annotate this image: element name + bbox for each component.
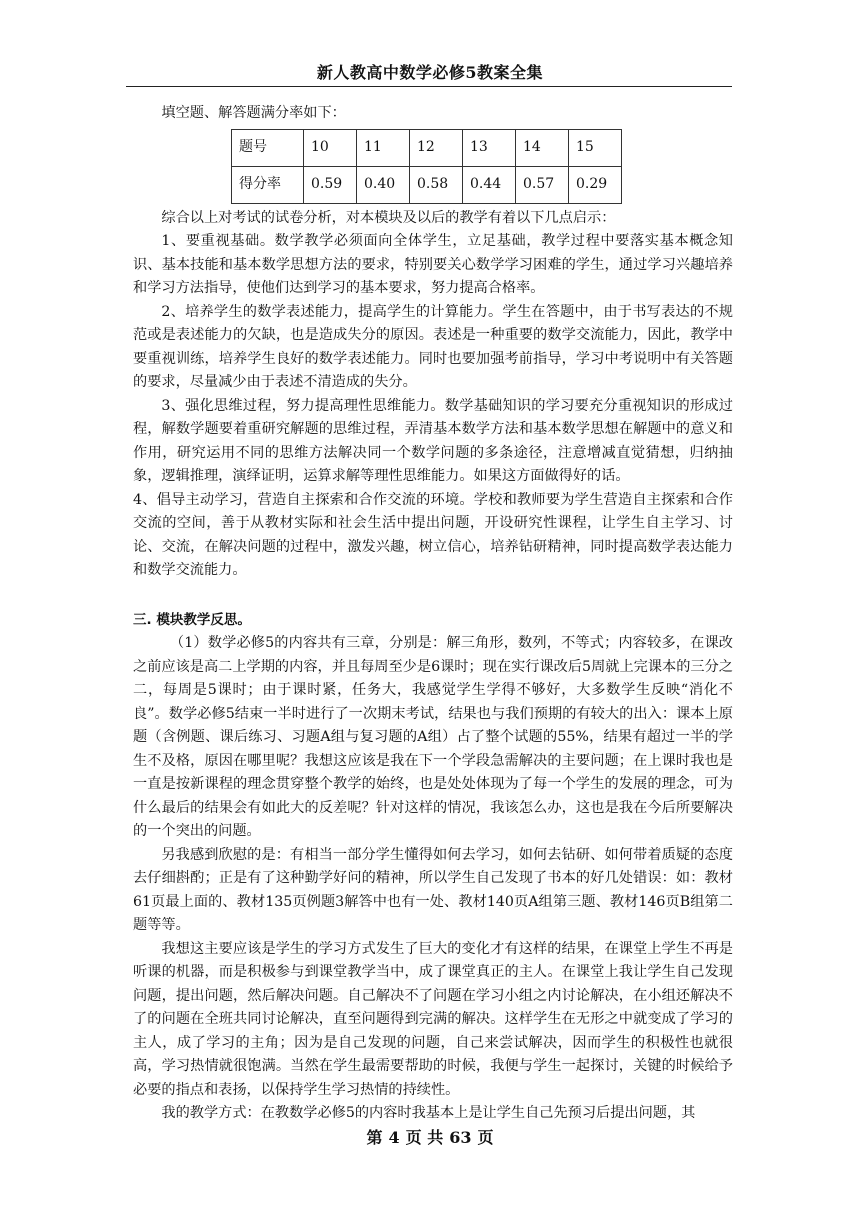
reflection-paragraph-1: （1）数学必修5的内容共有三章，分别是：解三角形，数列，不等式；内容较多，在课改之前应该是高二上学期的内容，并且每周至少是6课时；现在实行课改后5周就上完课本的三分之二，每周是5课时；由于课时紧，任务大，我感觉学生学得不够好，大多数学生反映“消化不良”。数学必修5结束一半时进行了一次期末考试，结果也与我们预期的有较大的出入：课本上原题（含例题、课后练习、习题A组与复习题的A组）占了整个试题的55%，结果有超过一半的学生不及格，原因在哪里呢？我想这应该是我在下一个学段急需解决的主要问题；在上课时我也是一直是按新课程的理念贯穿整个教学的始终，也是处处体现为了每一个学生的发展的理念，可为什么最后的结果会有如此大的反差呢？针对这样的情况，我该怎么办，这也是我在今后所要解决的一个突出的问题。 [133,635,733,839]
score-rate-table [231,129,622,204]
spacer [133,583,733,609]
header-title: 新人教高中数学必修5教案全集 [316,63,544,82]
table-cell: 12 [410,129,463,166]
table-row [232,166,622,203]
page-content [133,102,733,1126]
total-pages: 63 [449,1128,472,1147]
reflection-paragraph-3: 我想这主要应该是学生的学习方式发生了巨大的变化才有这样的结果，在课堂上学生不再是听课的机器，而是积极参与到课堂教学当中，成了课堂真正的主人。在课堂上我让学生自己发现问题，提出问题，然后解决问题。自己解决不了问题在学习小组之内讨论解决，在小组还解决不了的问题在全班共同讨论解决，直至问题得到完满的解决。这样学生在无形之中就变成了学习的主人，成了学习的主角；因为是自己发现的问题，自己来尝试解决，因而学生的积极性也就很高，学习热情就很饱满。当然在学生最需要帮助的时候，我便与学生一起探讨，关键的时候给予必要的指点和表扬，以保持学生学习热情的持续性。 [133,940,733,1098]
point-2-paragraph: 2、培养学生的数学表述能力，提高学生的计算能力。学生在答题中，由于书写表达的不规范或是表述能力的欠缺，也是造成失分的原因。表述是一种重要的数学交流能力，因此，教学中要重视训练，培养学生良好的数学表述能力。同时也要加强考前指导，学习中考说明中有关答题的要求，尽量减少由于表述不清造成的失分。 [133,303,733,390]
footer-middle: 页 共 [405,1128,444,1147]
table-cell: 10 [304,129,357,166]
table-cell: 0.59 [304,166,357,203]
table-cell: 0.29 [569,166,622,203]
summary-paragraph: 综合以上对考试的试卷分析，对本模块及以后的教学有着以下几点启示： [161,209,616,226]
reflection-paragraph-4: 我的教学方式：在教数学必修5的内容时我基本上是让学生自己先预习后提出问题，其 [161,1105,696,1121]
table-cell: 14 [516,129,569,166]
table-row [232,129,622,166]
table-cell: 0.44 [463,166,516,203]
table-cell: 11 [357,129,410,166]
footer-suffix: 页 [477,1128,494,1147]
reflection-paragraph-2: 另我感到欣慰的是：有相当一部分学生懂得如何去学习，如何去钻研、如何带着质疑的态度去仔细斟酌；正是有了这种勤学好问的精神，所以学生自己发现了书本的好几处错误：如：教材61页最上面的、教材135页例题3解答中也有一处、教材140页A组第三题、教材146页B组第二题等等。 [133,846,733,933]
table-cell: 15 [569,129,622,166]
table-cell: 0.57 [516,166,569,203]
table-row-label: 题号 [232,129,304,166]
table-row-label: 得分率 [232,166,304,203]
table-cell: 0.40 [357,166,410,203]
point-1-paragraph: 1、要重视基础。数学教学必须面向全体学生，立足基础，教学过程中要落实基本概念知识、基本技能和基本数学思想方法的要求，特别要关心数学学习困难的学生，通过学习兴趣培养和学习方法指导，使他们达到学习的基本要求，努力提高合格率。 [133,233,733,296]
table-cell: 0.58 [410,166,463,203]
page-number: 4 [388,1128,400,1147]
point-3-paragraph: 3、强化思维过程，努力提高理性思维能力。数学基础知识的学习要充分重视知识的形成过程，解数学题要着重研究解题的思维过程，弄清基本数学方法和基本数学思想在解题中的意义和作用，研究运用不同的思维方法解决同一个数学问题的多条途径，注意增减直觉猜想，归纳抽象，逻辑推理，演绎证明，运算求解等理性思维能力。如果这方面做得好的话。 [133,397,733,484]
page-footer [0,1125,860,1148]
footer-prefix: 第 [366,1128,383,1147]
header-divider [126,86,732,87]
table-intro: 填空题、解答题满分率如下： [161,105,346,121]
table-cell: 13 [463,129,516,166]
point-4-paragraph: 4、倡导主动学习，营造自主探索和合作交流的环境。学校和教师要为学生营造自主探索和合作交流的空间，善于从教材实际和社会生活中提出问题，开设研究性课程，让学生自主学习、讨论、交流，在解决问题的过程中，激发兴趣，树立信心，培养钻研精神，同时提高数学表达能力和数学交流能力。 [133,491,733,578]
section-heading: 三. 模块教学反思。 [133,611,251,628]
